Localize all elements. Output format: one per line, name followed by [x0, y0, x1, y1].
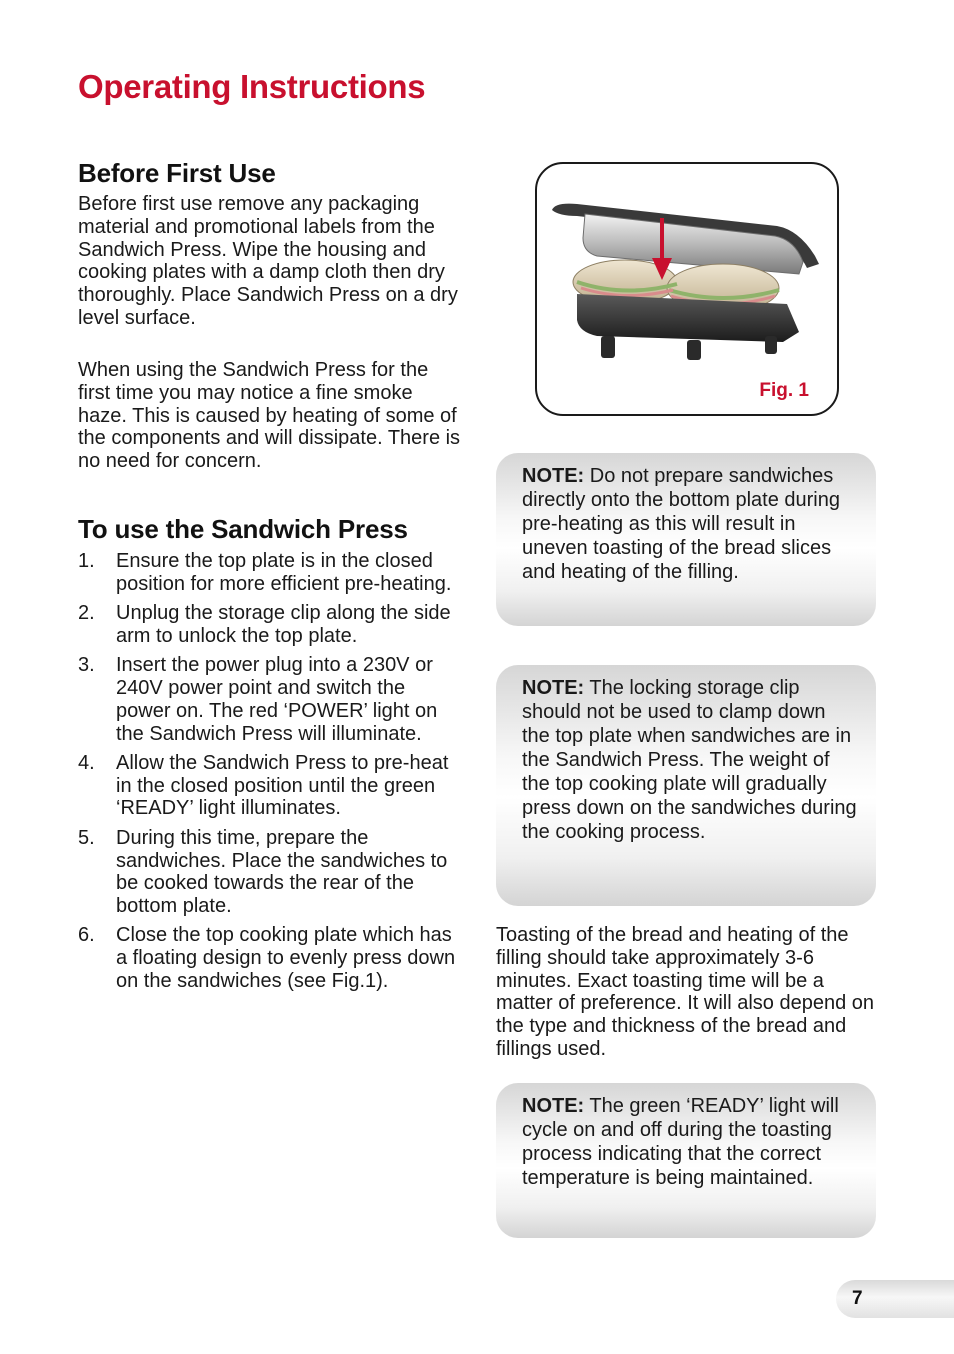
before-first-use-para-2: When using the Sandwich Press for the first time you may notice a fine smoke haze. This is caused by heating of some of the components and will dissipate. There is no need for concern. [78, 359, 461, 473]
note-box-storage-clip [496, 665, 876, 906]
figure-label: Fig. 1 [759, 380, 809, 401]
step-number: 3. [78, 654, 95, 677]
note-box-preheat [496, 453, 876, 626]
before-first-use-para-1: Before first use remove any packaging material and promotional labels from the Sandwich Press. Wipe the housing and cooking plates with a damp cloth then dry thoroughly. Place Sandwich Press on a dry level surface. [78, 193, 458, 329]
note-text: Do not prepare sandwiches directly onto the bottom plate during pre-heating as this will result in uneven toasting of the bread slices and heating of the filling. [522, 465, 840, 583]
step-text: Unplug the storage clip along the side arm to unlock the top plate. [116, 602, 451, 647]
step-item [78, 752, 463, 820]
step-number: 4. [78, 751, 95, 774]
step-number: 5. [78, 826, 95, 849]
step-number: 2. [78, 602, 95, 625]
step-text: Close the top cooking plate which has a floating design to evenly press down on the sandwiches (see Fig.1). [116, 924, 456, 993]
step-number: 6. [78, 924, 95, 947]
step-item [78, 924, 463, 992]
to-use-heading: To use the Sandwich Press [78, 514, 408, 544]
step-text: Ensure the top plate is in the closed position for more efficient pre-heating. [116, 550, 452, 595]
step-item [78, 654, 463, 745]
toasting-time-paragraph: Toasting of the bread and heating of the filling should take approximately 3-6 minutes. Exact toasting time will be a matter of preference. It will also depend on the type and thickness of the bread and fillings used. [496, 924, 874, 1060]
page-number-tab [836, 1280, 954, 1318]
note-label: NOTE: [522, 1095, 585, 1117]
sandwich-press-illustration [537, 164, 837, 414]
note-text: The green ‘READY’ light will cycle on and off during the toasting process indicating that the correct temperature is being maintained. [522, 1095, 839, 1189]
note-text: The locking storage clip should not be used to clamp down the top plate when sandwiches are in the Sandwich Press. The weight of the top cooking plate will gradually press down on the sandwiches during the cooking process. [522, 677, 857, 843]
steps-list [78, 550, 463, 999]
step-item [78, 602, 463, 648]
step-item [78, 550, 463, 596]
step-item [78, 827, 463, 918]
step-text: Allow the Sandwich Press to pre-heat in the closed position until the green ‘READY’ light illuminates. [116, 751, 449, 820]
note-label: NOTE: [522, 677, 585, 699]
step-text: During this time, prepare the sandwiches. Place the sandwiches to be cooked towards the rear of the bottom plate. [116, 826, 448, 918]
page-title: Operating Instructions [78, 68, 426, 105]
step-number: 1. [78, 550, 95, 572]
note-label: NOTE: [522, 465, 585, 487]
page-number: 7 [852, 1288, 863, 1309]
figure-box [535, 162, 839, 416]
note-box-ready-light [496, 1083, 876, 1238]
step-text: Insert the power plug into a 230V or 240V power point and switch the power on. The red ‘POWER’ light on the Sandwich Press will illuminate. [116, 654, 438, 745]
before-first-use-heading: Before First Use [78, 158, 276, 188]
